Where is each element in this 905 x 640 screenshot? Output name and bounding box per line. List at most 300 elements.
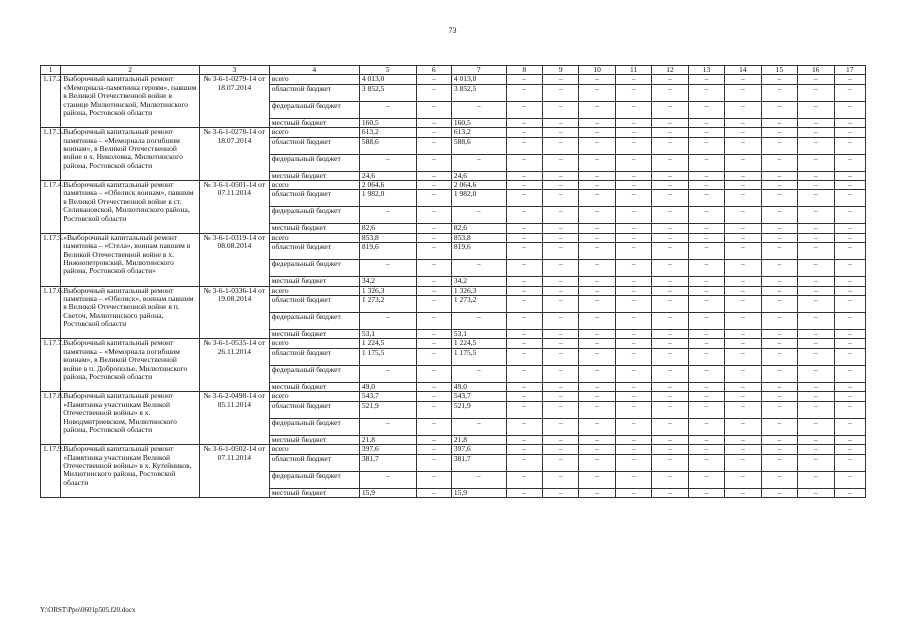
amount-cell: – <box>688 233 724 242</box>
amount-cell: – <box>834 224 865 233</box>
amount-cell: – <box>543 207 579 224</box>
item-name: Выборочный капитальный ремонт «Памятника участникам Великой Отечественной войны» в х. Кутейников, Милютинского района, Ростовской области <box>61 445 200 498</box>
amount-cell: – <box>761 488 797 497</box>
amount-cell: 1 224,5 <box>359 339 416 348</box>
amount-cell: – <box>834 471 865 488</box>
amount-cell: – <box>579 313 615 330</box>
amount-cell: – <box>725 382 761 391</box>
amount-cell: – <box>688 392 724 401</box>
amount-cell: – <box>615 181 651 190</box>
amount-cell: – <box>834 154 865 171</box>
amount-cell: – <box>543 365 579 382</box>
amount-cell: – <box>798 181 834 190</box>
amount-cell: 160,5 <box>451 118 506 127</box>
amount-cell: – <box>579 224 615 233</box>
amount-cell: – <box>506 277 542 286</box>
amount-cell: – <box>543 454 579 471</box>
amount-cell: – <box>579 171 615 180</box>
amount-cell: – <box>798 339 834 348</box>
amount-cell: – <box>543 445 579 454</box>
amount-cell: – <box>579 296 615 313</box>
amount-cell: – <box>834 286 865 295</box>
amount-cell: – <box>416 171 451 180</box>
funding-source: областной бюджет <box>269 243 359 260</box>
amount-cell: – <box>615 190 651 207</box>
amount-cell: – <box>798 233 834 242</box>
column-number: 13 <box>688 66 724 75</box>
amount-cell: – <box>615 224 651 233</box>
amount-cell: – <box>416 382 451 391</box>
item-name: Выборочный капитальный ремонт памятника – «Обелиск», воинам павшим в Великой Отечественной войне в п. Светоч, Милютинского района, Ростовской области <box>61 286 200 339</box>
amount-cell: – <box>834 313 865 330</box>
amount-cell: – <box>579 243 615 260</box>
column-number: 9 <box>543 66 579 75</box>
amount-cell: – <box>579 128 615 137</box>
amount-cell: – <box>416 445 451 454</box>
amount-cell: – <box>798 488 834 497</box>
amount-cell: – <box>416 401 451 418</box>
funding-source: областной бюджет <box>269 401 359 418</box>
amount-cell: – <box>761 75 797 84</box>
amount-cell: – <box>761 128 797 137</box>
amount-cell: – <box>725 190 761 207</box>
amount-cell: – <box>615 348 651 365</box>
amount-cell: – <box>416 365 451 382</box>
amount-cell: – <box>506 224 542 233</box>
amount-cell: – <box>416 392 451 401</box>
amount-cell: 3 852,5 <box>451 84 506 101</box>
amount-cell: – <box>543 418 579 435</box>
amount-cell: – <box>725 296 761 313</box>
amount-cell: – <box>761 181 797 190</box>
amount-cell: – <box>543 277 579 286</box>
amount-cell: – <box>688 286 724 295</box>
funding-source: федеральный бюджет <box>269 154 359 171</box>
amount-cell: – <box>761 401 797 418</box>
funding-source: федеральный бюджет <box>269 365 359 382</box>
amount-cell: 49,0 <box>359 382 416 391</box>
program-table <box>40 65 866 498</box>
amount-cell: – <box>761 260 797 277</box>
amount-cell: – <box>615 84 651 101</box>
amount-cell: – <box>688 84 724 101</box>
table-row <box>41 445 866 454</box>
amount-cell: – <box>688 137 724 154</box>
funding-source: федеральный бюджет <box>269 101 359 118</box>
amount-cell: 397,6 <box>451 445 506 454</box>
amount-cell: – <box>798 137 834 154</box>
funding-source: всего <box>269 75 359 84</box>
item-number: 1.17.9. <box>41 445 61 498</box>
amount-cell: – <box>579 445 615 454</box>
amount-cell: 543,7 <box>359 392 416 401</box>
amount-cell: – <box>725 207 761 224</box>
amount-cell: – <box>798 171 834 180</box>
amount-cell: – <box>798 392 834 401</box>
funding-source: федеральный бюджет <box>269 207 359 224</box>
amount-cell: – <box>652 154 688 171</box>
amount-cell: – <box>579 488 615 497</box>
amount-cell: – <box>579 471 615 488</box>
amount-cell: – <box>579 84 615 101</box>
amount-cell: – <box>506 330 542 339</box>
funding-source: областной бюджет <box>269 137 359 154</box>
amount-cell: – <box>725 471 761 488</box>
item-number: 1.17.3. <box>41 128 61 181</box>
amount-cell: – <box>761 154 797 171</box>
amount-cell: – <box>615 313 651 330</box>
amount-cell: – <box>834 296 865 313</box>
amount-cell: – <box>688 171 724 180</box>
amount-cell: – <box>543 471 579 488</box>
item-number: 1.17.5. <box>41 233 61 286</box>
amount-cell: – <box>798 75 834 84</box>
amount-cell: – <box>615 392 651 401</box>
amount-cell: – <box>359 418 416 435</box>
item-number: 1.17.6. <box>41 286 61 339</box>
amount-cell: – <box>798 207 834 224</box>
amount-cell: – <box>506 260 542 277</box>
amount-cell: – <box>506 128 542 137</box>
amount-cell: 53,1 <box>359 330 416 339</box>
amount-cell: – <box>688 454 724 471</box>
amount-cell: 1 175,5 <box>451 348 506 365</box>
amount-cell: – <box>798 418 834 435</box>
amount-cell: – <box>761 348 797 365</box>
amount-cell: – <box>798 365 834 382</box>
amount-cell: – <box>652 348 688 365</box>
amount-cell: 1 326,3 <box>451 286 506 295</box>
amount-cell: – <box>615 454 651 471</box>
amount-cell: – <box>652 137 688 154</box>
amount-cell: – <box>761 137 797 154</box>
amount-cell: – <box>688 435 724 444</box>
amount-cell: – <box>725 84 761 101</box>
amount-cell: – <box>506 382 542 391</box>
amount-cell: – <box>688 75 724 84</box>
amount-cell: – <box>761 207 797 224</box>
amount-cell: – <box>725 348 761 365</box>
amount-cell: – <box>652 471 688 488</box>
amount-cell: – <box>416 243 451 260</box>
amount-cell: – <box>416 154 451 171</box>
amount-cell: – <box>506 339 542 348</box>
amount-cell: – <box>579 260 615 277</box>
amount-cell: – <box>652 488 688 497</box>
item-number: 1.17.8. <box>41 392 61 445</box>
amount-cell: – <box>688 401 724 418</box>
amount-cell: – <box>543 181 579 190</box>
amount-cell: – <box>579 435 615 444</box>
amount-cell: – <box>543 382 579 391</box>
amount-cell: 1 175,5 <box>359 348 416 365</box>
amount-cell: – <box>615 277 651 286</box>
amount-cell: – <box>506 348 542 365</box>
amount-cell: – <box>451 471 506 488</box>
amount-cell: – <box>834 243 865 260</box>
amount-cell: 521,9 <box>359 401 416 418</box>
column-number: 3 <box>199 66 269 75</box>
amount-cell: – <box>725 260 761 277</box>
amount-cell: – <box>725 286 761 295</box>
amount-cell: – <box>688 181 724 190</box>
amount-cell: – <box>543 313 579 330</box>
amount-cell: – <box>798 286 834 295</box>
amount-cell: – <box>615 339 651 348</box>
amount-cell: – <box>579 181 615 190</box>
funding-source: областной бюджет <box>269 190 359 207</box>
funding-source: федеральный бюджет <box>269 471 359 488</box>
contract-number: № 3-6-1-0535-14 от 26.11.2014 <box>199 339 269 392</box>
amount-cell: – <box>506 190 542 207</box>
funding-source: всего <box>269 181 359 190</box>
amount-cell: – <box>615 330 651 339</box>
amount-cell: – <box>834 488 865 497</box>
amount-cell: – <box>506 286 542 295</box>
amount-cell: – <box>761 313 797 330</box>
amount-cell: 15,9 <box>451 488 506 497</box>
amount-cell: – <box>579 190 615 207</box>
amount-cell: – <box>579 392 615 401</box>
amount-cell: – <box>615 435 651 444</box>
amount-cell: – <box>416 286 451 295</box>
amount-cell: – <box>798 154 834 171</box>
amount-cell: 853,8 <box>359 233 416 242</box>
table-row <box>41 128 866 137</box>
amount-cell: – <box>652 286 688 295</box>
amount-cell: – <box>506 84 542 101</box>
amount-cell: – <box>688 339 724 348</box>
amount-cell: – <box>761 330 797 339</box>
amount-cell: – <box>652 260 688 277</box>
item-number: 1.17.7. <box>41 339 61 392</box>
amount-cell: – <box>652 190 688 207</box>
amount-cell: – <box>761 243 797 260</box>
amount-cell: – <box>579 75 615 84</box>
amount-cell: – <box>543 401 579 418</box>
amount-cell: – <box>543 154 579 171</box>
contract-number: № 3-6-1-0336-14 от 19.08.2014 <box>199 286 269 339</box>
amount-cell: – <box>834 401 865 418</box>
amount-cell: – <box>615 154 651 171</box>
amount-cell: – <box>725 224 761 233</box>
column-number: 6 <box>416 66 451 75</box>
amount-cell: – <box>725 418 761 435</box>
amount-cell: – <box>688 445 724 454</box>
amount-cell: – <box>615 488 651 497</box>
amount-cell: 819,6 <box>451 243 506 260</box>
amount-cell: – <box>652 296 688 313</box>
item-name: Выборочный капитальный ремонт памятника – «Мемориала погибшим воинам», в Великой Отечественной войне в х. Николовка, Милютинского района, Ростовской области <box>61 128 200 181</box>
amount-cell: – <box>579 382 615 391</box>
amount-cell: – <box>615 260 651 277</box>
amount-cell: 53,1 <box>451 330 506 339</box>
amount-cell: – <box>416 137 451 154</box>
amount-cell: – <box>834 101 865 118</box>
amount-cell: – <box>761 365 797 382</box>
amount-cell: 2 064,6 <box>359 181 416 190</box>
amount-cell: – <box>688 348 724 365</box>
amount-cell: – <box>543 488 579 497</box>
amount-cell: – <box>725 454 761 471</box>
amount-cell: – <box>688 260 724 277</box>
amount-cell: 381,7 <box>451 454 506 471</box>
amount-cell: – <box>834 190 865 207</box>
amount-cell: – <box>652 243 688 260</box>
column-number: 1 <box>41 66 61 75</box>
item-name: Выборочный капитальный ремонт «Памятника участникам Великой Отечественной войны» в х. Новодмитриевском, Милютинского района, Ростовской области <box>61 392 200 445</box>
funding-source: всего <box>269 128 359 137</box>
amount-cell: 160,5 <box>359 118 416 127</box>
amount-cell: – <box>579 454 615 471</box>
contract-number: № 3-6-1-0502-14 от 07.11.2014 <box>199 445 269 498</box>
amount-cell: – <box>652 75 688 84</box>
table-row <box>41 75 866 84</box>
amount-cell: – <box>359 154 416 171</box>
amount-cell: – <box>543 137 579 154</box>
funding-source: областной бюджет <box>269 84 359 101</box>
funding-source: всего <box>269 233 359 242</box>
amount-cell: – <box>798 435 834 444</box>
amount-cell: 588,6 <box>451 137 506 154</box>
amount-cell: – <box>834 233 865 242</box>
amount-cell: – <box>359 207 416 224</box>
amount-cell: – <box>543 339 579 348</box>
amount-cell: – <box>416 454 451 471</box>
amount-cell: – <box>543 75 579 84</box>
amount-cell: – <box>579 233 615 242</box>
amount-cell: 588,6 <box>359 137 416 154</box>
amount-cell: – <box>615 445 651 454</box>
amount-cell: – <box>798 84 834 101</box>
amount-cell: – <box>725 435 761 444</box>
amount-cell: – <box>725 339 761 348</box>
amount-cell: – <box>416 488 451 497</box>
amount-cell: – <box>688 118 724 127</box>
amount-cell: – <box>834 260 865 277</box>
amount-cell: – <box>506 313 542 330</box>
contract-number: № 3-6-1-0279-14 от 18.07.2014 <box>199 75 269 128</box>
amount-cell: – <box>416 224 451 233</box>
item-name: Выборочный капитальный ремонт памятника – «Мемориала погибшим воинам», в Великой Отечественной войне в п. Доброполье, Милютинского района, Ростовской области <box>61 339 200 392</box>
amount-cell: – <box>543 330 579 339</box>
amount-cell: – <box>615 75 651 84</box>
amount-cell: – <box>725 171 761 180</box>
funding-source: местный бюджет <box>269 224 359 233</box>
amount-cell: 613,2 <box>359 128 416 137</box>
amount-cell: – <box>506 154 542 171</box>
amount-cell: – <box>761 118 797 127</box>
funding-source: областной бюджет <box>269 348 359 365</box>
item-name: Выборочный капитальный ремонт памятника – «Обелиск воинам», павшим в Великой Отечественной войне в ст. Селивановской, Милютинского района, Ростовской области <box>61 181 200 234</box>
amount-cell: – <box>688 207 724 224</box>
amount-cell: – <box>652 101 688 118</box>
amount-cell: – <box>798 401 834 418</box>
funding-source: всего <box>269 445 359 454</box>
amount-cell: – <box>416 207 451 224</box>
amount-cell: – <box>761 286 797 295</box>
amount-cell: – <box>451 418 506 435</box>
amount-cell: – <box>543 286 579 295</box>
amount-cell: – <box>506 454 542 471</box>
amount-cell: – <box>615 382 651 391</box>
amount-cell: 381,7 <box>359 454 416 471</box>
amount-cell: – <box>506 207 542 224</box>
amount-cell: 24,6 <box>451 171 506 180</box>
amount-cell: – <box>579 418 615 435</box>
amount-cell: – <box>579 277 615 286</box>
amount-cell: – <box>615 207 651 224</box>
amount-cell: – <box>834 418 865 435</box>
amount-cell: – <box>451 313 506 330</box>
amount-cell: – <box>725 365 761 382</box>
amount-cell: – <box>798 445 834 454</box>
amount-cell: – <box>652 207 688 224</box>
amount-cell: – <box>416 277 451 286</box>
amount-cell: – <box>834 382 865 391</box>
amount-cell: – <box>725 118 761 127</box>
amount-cell: – <box>615 233 651 242</box>
contract-number: № 3-6-1-0319-14 от 08.08.2014 <box>199 233 269 286</box>
amount-cell: – <box>834 128 865 137</box>
amount-cell: – <box>451 207 506 224</box>
funding-source: местный бюджет <box>269 330 359 339</box>
amount-cell: – <box>688 154 724 171</box>
funding-source: всего <box>269 286 359 295</box>
amount-cell: – <box>761 277 797 286</box>
column-number: 14 <box>725 66 761 75</box>
amount-cell: – <box>798 471 834 488</box>
amount-cell: – <box>579 330 615 339</box>
amount-cell: – <box>725 330 761 339</box>
contract-number: № 3-6-1-0278-14 от 18.07.2014 <box>199 128 269 181</box>
amount-cell: – <box>416 190 451 207</box>
funding-source: всего <box>269 339 359 348</box>
column-number: 11 <box>615 66 651 75</box>
contract-number: № 3-6-1-0501-14 от 07.11.2014 <box>199 181 269 234</box>
amount-cell: – <box>652 84 688 101</box>
column-number: 10 <box>579 66 615 75</box>
file-path: Y:\ORST\Ppo\0601p505.f20.docx <box>40 606 136 614</box>
amount-cell: – <box>798 128 834 137</box>
amount-cell: – <box>543 118 579 127</box>
amount-cell: 853,8 <box>451 233 506 242</box>
amount-cell: – <box>834 365 865 382</box>
amount-cell: – <box>615 365 651 382</box>
amount-cell: – <box>725 488 761 497</box>
amount-cell: – <box>725 243 761 260</box>
amount-cell: 21,8 <box>451 435 506 444</box>
amount-cell: – <box>834 137 865 154</box>
amount-cell: – <box>579 137 615 154</box>
amount-cell: – <box>506 488 542 497</box>
amount-cell: – <box>725 154 761 171</box>
amount-cell: – <box>798 101 834 118</box>
amount-cell: – <box>506 418 542 435</box>
amount-cell: – <box>579 401 615 418</box>
table-row <box>41 339 866 348</box>
amount-cell: – <box>359 471 416 488</box>
amount-cell: – <box>579 154 615 171</box>
amount-cell: 24,6 <box>359 171 416 180</box>
amount-cell: – <box>615 296 651 313</box>
amount-cell: 49,0 <box>451 382 506 391</box>
amount-cell: – <box>615 286 651 295</box>
funding-source: местный бюджет <box>269 382 359 391</box>
amount-cell: – <box>615 171 651 180</box>
amount-cell: – <box>761 233 797 242</box>
amount-cell: – <box>615 128 651 137</box>
